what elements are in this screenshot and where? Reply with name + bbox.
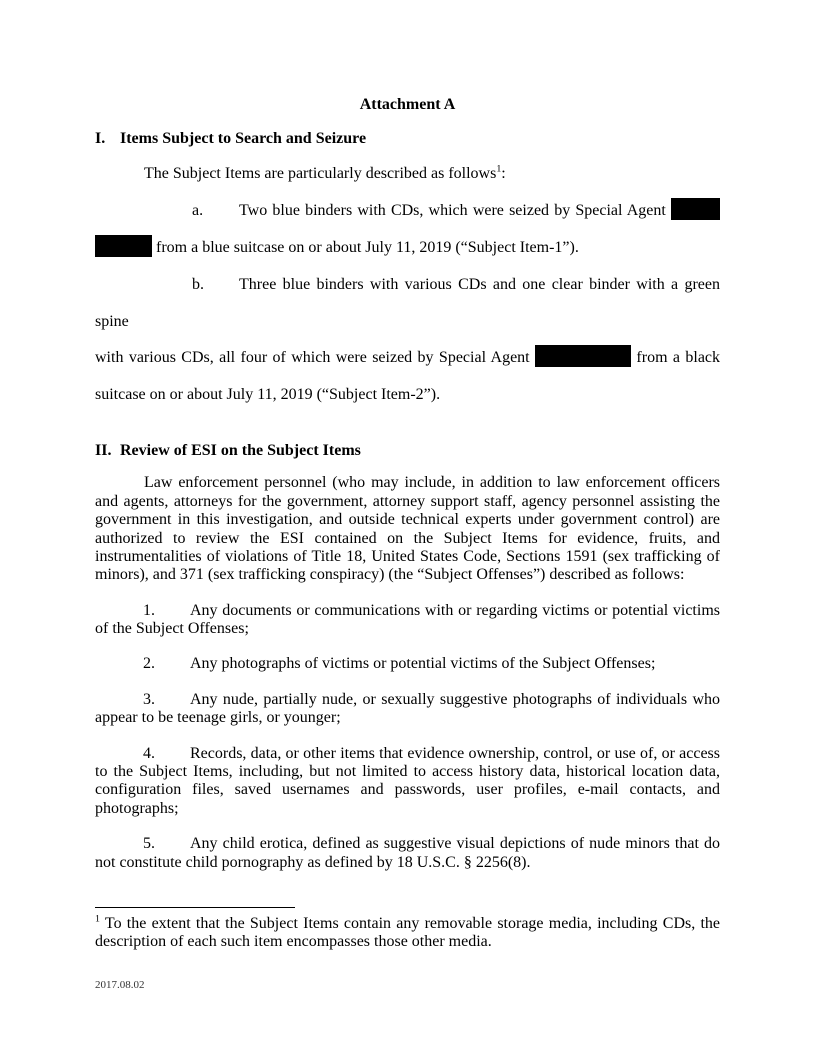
list-item-number: 3. <box>143 690 155 708</box>
list-item-number: 1. <box>143 601 155 619</box>
list-item-number: 2. <box>143 655 155 673</box>
item-b-line-3 <box>95 377 720 414</box>
item-b-line-1 <box>95 267 720 341</box>
intro-text: The Subject Items are particularly described as follows <box>144 164 497 182</box>
footnote-text: To the extent that the Subject Items contain any removable storage media, including CDs, the description of each such item encompasses those other media. <box>95 915 721 951</box>
list-item-text: Any photographs of victims or potential victims of the Subject Offenses; <box>190 655 656 673</box>
list-item-3 <box>95 691 720 728</box>
document-title: Attachment A <box>359 96 456 113</box>
section-2-heading <box>95 442 720 460</box>
list-item-number: 5. <box>143 835 155 853</box>
list-item-text: Any nude, partially nude, or sexually suggestive photographs of individuals who appear to be teenage girls, or younger; <box>95 690 720 727</box>
esi-review-paragraph: Law enforcement personnel (who may include, in addition to law enforcement officers and agents, attorneys for the government, attorney support staff, agency personnel assisting the government in this investigation, and outside technical experts under government control) are authorized to review the ESI contained on the Subject Items for evidence, fruits, and instrumentalities of violations of Title 18, United States Code, Sections 1591 (sex trafficking of minors), and 371 (sex trafficking conspiracy) (the “Subject Offenses”) described as follows: <box>95 474 720 584</box>
item-b-label: b. <box>192 275 204 293</box>
list-item-5 <box>95 835 720 872</box>
list-item-2 <box>95 655 720 673</box>
item-a-line-2 <box>95 230 720 267</box>
item-a-line-1 <box>95 193 720 230</box>
item-a-text-1: Two blue binders with CDs, which were seized by Special Agent <box>239 202 666 220</box>
seized-items-list <box>95 193 720 414</box>
redaction-box <box>671 198 720 220</box>
list-item-text: Any child erotica, defined as suggestive visual depictions of nude minors that do not constitute child pornography as defined by 18 U.S.C. § 2256(8). <box>95 835 720 871</box>
list-item-4 <box>95 745 720 819</box>
list-item-text: Records, data, or other items that evidence ownership, control, or use of, or access to the Subject Items, including, but not limited to access history data, historical location data, configuration files, saved usernames and passwords, user profiles, e-mail contacts, and photographs; <box>95 744 720 817</box>
item-b-line-2 <box>95 340 720 377</box>
list-item-text: Any documents or communications with or regarding victims or potential victims of the Subject Offenses; <box>95 601 720 638</box>
footer-date: 2017.08.02 <box>95 979 145 991</box>
list-item-1 <box>95 602 720 639</box>
section-2-number: II. <box>95 441 112 459</box>
intro-paragraph <box>95 165 720 183</box>
section-1-title: Items Subject to Search and Seizure <box>120 130 367 148</box>
list-item-number: 4. <box>143 744 155 762</box>
item-b-text-2: with various CDs, all four of which were seized by Special Agent <box>95 349 530 367</box>
section-1-number: I. <box>95 130 106 148</box>
redaction-box <box>95 235 152 257</box>
footnote <box>95 915 720 952</box>
intro-colon: : <box>501 164 506 182</box>
footnote-ref: 1 <box>95 913 100 925</box>
footnote-separator <box>95 907 295 908</box>
section-1-heading <box>95 130 720 148</box>
item-b-text-1: Three blue binders with various CDs and one clear binder with a green spine <box>95 275 720 330</box>
item-b-text-3: from a black <box>636 349 721 367</box>
item-a-text-2: from a blue suitcase on or about July 11, 2019 (“Subject Item-1”). <box>156 238 579 256</box>
item-b-text-4: suitcase on or about July 11, 2019 (“Subject Item-2”). <box>95 386 441 404</box>
footnote-area <box>95 907 720 952</box>
item-a-label: a. <box>192 202 204 220</box>
footnote-ref: 1 <box>496 163 502 175</box>
section-2-title: Review of ESI on the Subject Items <box>120 441 361 459</box>
redaction-box <box>535 345 631 367</box>
